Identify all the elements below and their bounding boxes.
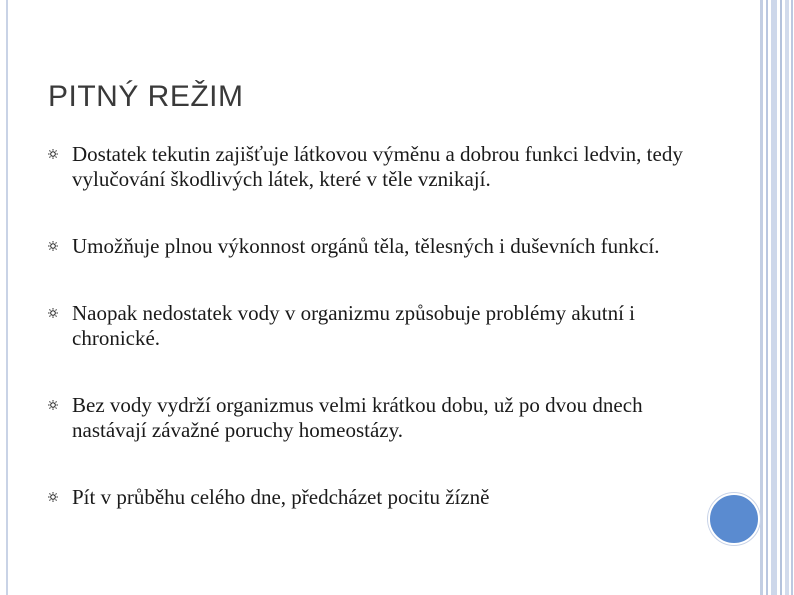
right-decorative-stripes bbox=[760, 0, 794, 595]
bullet-text: Umožňuje plnou výkonnost orgánů těla, tělesných i duševních funkcí. bbox=[72, 234, 660, 258]
bullet-text: Bez vody vydrží organizmus velmi krátkou dobu, už po dvou dnech nastávají závažné poruchy homeostázy. bbox=[72, 393, 643, 442]
decorative-circle bbox=[708, 493, 760, 545]
slide-title: PITNÝ REŽIM bbox=[48, 80, 244, 113]
sun-bullet-icon bbox=[48, 308, 58, 318]
list-item bbox=[48, 393, 708, 443]
bullet-text: Dostatek tekutin zajišťuje látkovou výměnu a dobrou funkci ledvin, tedy vylučování škodlivých látek, které v těle vznikají. bbox=[72, 142, 683, 191]
bullet-text: Naopak nedostatek vody v organizmu způsobuje problémy akutní i chronické. bbox=[72, 301, 635, 350]
list-item bbox=[48, 234, 708, 259]
stripe bbox=[780, 0, 782, 595]
stripe bbox=[771, 0, 777, 595]
list-item bbox=[48, 142, 708, 192]
stripe bbox=[766, 0, 768, 595]
list-item bbox=[48, 301, 708, 351]
bullet-text: Pít v průběhu celého dne, předcházet pocitu žízně bbox=[72, 485, 490, 509]
sun-bullet-icon bbox=[48, 241, 58, 251]
list-item bbox=[48, 485, 708, 510]
left-border-line bbox=[6, 0, 8, 595]
stripe bbox=[791, 0, 793, 595]
sun-bullet-icon bbox=[48, 149, 58, 159]
bullet-list bbox=[48, 142, 708, 510]
stripe bbox=[760, 0, 763, 595]
sun-bullet-icon bbox=[48, 492, 58, 502]
stripe bbox=[785, 0, 789, 595]
sun-bullet-icon bbox=[48, 400, 58, 410]
